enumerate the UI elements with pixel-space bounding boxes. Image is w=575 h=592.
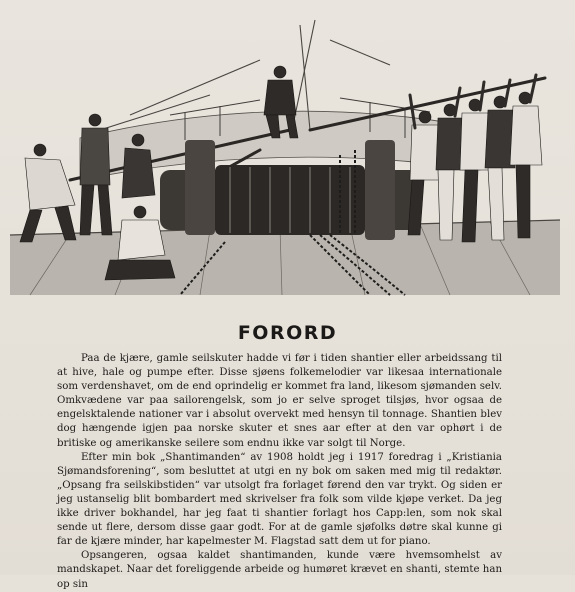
paragraph: Paa de kjære, gamle seilskuter hadde vi før i tiden shantier eller arbeidssang til at hive, hale og pumpe efter. Disse sjøens folkemelodier var likesaa internationale som verdenshavet, om de end oprindelig er kommet fra land, likesom sjømanden selv. Omkvædene var paa sailorengelsk, som jo er selve sproget tilsjøs, hvor ogsaa de engelsktalende nationer var i absolut overvekt med hensyn til tonnage. Shantien blev dog hængende igjen paa norske skuter et snes aar efter at den var ophørt i de britiske og amerikanske seilere som endnu ikke var solgt til Norge. (57, 353, 502, 449)
paragraph: Opsangeren, ogsaa kaldet shantimanden, kunde være hvemsomhelst av mandskapet. Naar det foreliggende arbeide og humøret krævet en shanti, stemte han op sin (57, 550, 502, 590)
ship-capstan-illustration (10, 20, 560, 300)
paragraph: Efter min bok „Shantimanden“ av 1908 holdt jeg i 1917 foredrag i „Kristiania Sjømandsforening“, som besluttet at utgi en ny bok om saken med mig til redaktør. „Opsang fra seilskibstiden“ var utsolgt fra forlaget førend den var trykt. Og siden er jeg ustanselig blit bombardert med skrivelser fra folk som vilde kjøpe verket. Da jeg ikke driver bokhandel, har jeg faat ti shantier forlagt hos Capp:len, som nok skal sende ut flere, dersom disse gaar godt. For at de gamle sjøfolks døtre skal kunne gi far de kjære minder, har kapelmester M. Flagstad satt dem ut for piano. (57, 451, 502, 548)
page-title: FORORD (237, 322, 338, 344)
foreword-text (57, 352, 502, 592)
